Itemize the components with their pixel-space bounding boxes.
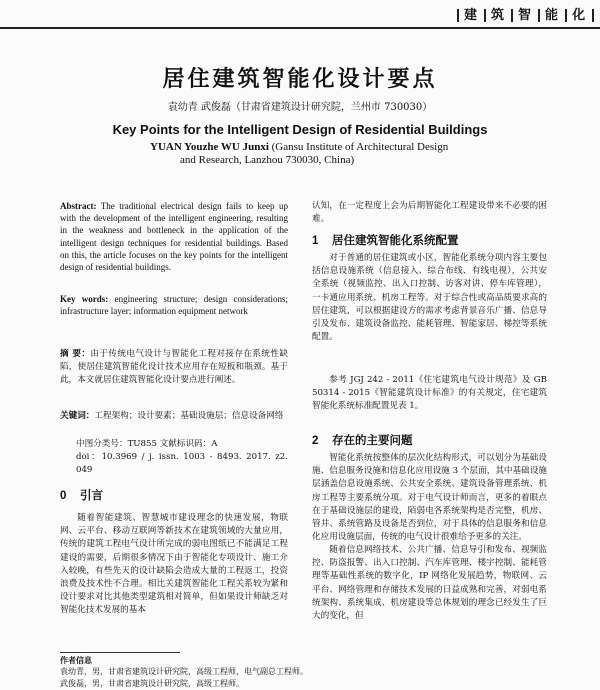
- section-number: 0: [60, 490, 67, 502]
- authors-en-affiliation: (Gansu Institute of Architectural Design: [271, 141, 449, 153]
- section-number: 1: [312, 235, 319, 247]
- footnote-line: 武俊磊，男，甘肃省建筑设计研究院，高级工程师。: [60, 679, 244, 688]
- abstract-label: Abstract:: [60, 201, 97, 211]
- paper-title-en: Key Points for the Intelligent Design of Residential Buildings: [112, 122, 488, 137]
- authors-en: [150, 141, 510, 167]
- tag-char: 筑: [491, 8, 507, 23]
- intro-paragraph: 随着智能建筑、智慧城市建设理念的快速发展，物联网、云平台、移动互联网等新技术在建筑领域的大量应用，传统的建筑工程电气设计所完成的弱电图纸已不能满足工程建设的需要，后期很多情况下由于智能化专项设计、施工介入较晚，有些先天的设计缺陷会造成大量的工程返工，投资浪费及技术性不合理。相比关建筑智能化工程关系较为紧和设计要求对比其他类型建筑相对简单，但如果设计师缺乏对智能化技术发展的基本: [60, 513, 288, 616]
- tag-divider: [457, 9, 459, 22]
- keywords-label: Key words:: [60, 294, 109, 304]
- abstract-cn-text: 由于传统电气设计与智能化工程对接存在系统性缺陷，使居住建筑智能化设计技术应用存在短板和瓶颈。基于此，本文就居住建筑智能化设计要点进行阐述。: [60, 349, 288, 386]
- tag-divider: [592, 9, 594, 22]
- footnote-line: 袁幼青，男，甘肃省建筑设计研究院，高级工程师，电气副总工程师。: [60, 667, 308, 676]
- abstract-text: The traditional electrical design fails to keep up with the development of the intelligent engineering, resulting in the weakness and bottleneck in the application of the intelligent design techniques for residential buildings. Based on this, the article focuses on the key points for the intelligent design of residential buildings.: [60, 201, 289, 273]
- keywords-en: [60, 293, 288, 317]
- section-title: 存在的主要问题: [332, 435, 413, 447]
- sec2-paragraph-2: 随着信息网络技术、公共广播、信息导引和发布、视频监控、防盗报警、出入口控制、汽车库管理、楼宇控制、能耗管理等基础性系统的数字化，IP 网络化发展趋势，物联网、云平台、网络管理和存储技术发展的日益成熟和完善，对弱电系统架构、系统集成、机房建设等总体规划的理念已经发生了巨大的变化，但: [312, 545, 547, 622]
- authors-en-names: YUAN Youzhe WU Junxi: [150, 141, 269, 153]
- section-title: 居住建筑智能化系统配置: [332, 235, 459, 247]
- author-footnote: [60, 654, 540, 690]
- section-number: 2: [312, 435, 319, 447]
- abstract-cn-label: 摘 要：: [60, 349, 91, 359]
- authors-en-affiliation-cont: and Research, Lanzhou 730030, China): [180, 154, 355, 166]
- doi-line: doi：10.3969 / j. issn. 1003 - 8493. 2017. z2. 049: [76, 452, 288, 476]
- tag-divider: [511, 9, 513, 22]
- authors-cn: 袁幼青 武俊磊（甘肃省建筑设计研究院，兰州市 730030）: [167, 102, 433, 113]
- section-heading-2: [312, 432, 413, 448]
- classification-info: [60, 438, 288, 478]
- section-title: 引言: [80, 490, 103, 502]
- tag-divider: [565, 9, 567, 22]
- paper-title: 居住建筑智能化设计要点: [162, 66, 438, 92]
- footnote-rule: [60, 652, 180, 653]
- keywords-cn: [60, 410, 288, 423]
- header-rule: [0, 27, 600, 29]
- sec1-paragraph: 对于普通的居住建筑或小区，智能化系统分项内容主要包括信息设施系统（信息接入、综合布线、有线电视），公共安全系统（视频监控、出入口控制、访客对讲、停车库管理），一卡通应用系统、机房工程等。对于综合性或高品质要求高的居住建筑，可以根据建设方的需求考虑背景音乐广播、信息导引及发布、建筑设备监控、能耗管理、智能家居、梯控等系统配置。: [312, 253, 547, 343]
- classification-line: 中图分类号：TU855 文献标识码：A: [76, 439, 218, 449]
- tag-char: 能: [545, 8, 561, 23]
- tag-divider: [484, 9, 486, 22]
- tag-char: 建: [464, 8, 480, 23]
- sec2-paragraph: 智能化系统按整体的层次化结构形式，可以划分为基础设施、信息服务设施和信息化应用设施 3 个层面，其中基础设施层涵盖信息设施系统、公共安全系统、建筑设备管理系统、机房工程等主要系统分项。对于电气设计师而言，更多的着眼点在于基础设施层的建设，陌弱电各系统架构是否完整，机房、管井、系统管路及设备是否到位，对于具体的信息服务和信息化应用设施层面，传统的电气设计很难给予更多的关注。: [312, 453, 547, 543]
- section-heading-1: [312, 232, 459, 248]
- journal-section-tag: [452, 4, 599, 23]
- keywords-cn-label: 关键词：: [60, 411, 95, 421]
- right-intro-text: 认知，在一定程度上会为后期智能化工程建设带来不必要的困难。: [312, 201, 547, 225]
- abstract-en: [60, 200, 288, 273]
- section-heading-0: [60, 487, 103, 503]
- footnote-heading: 作者信息: [60, 655, 92, 665]
- tag-char: 化: [572, 8, 588, 23]
- tag-divider: [538, 9, 540, 22]
- abstract-cn: [60, 348, 288, 388]
- keywords-cn-text: 工程架构；设计要素；基础设施层；信息设备网络: [94, 411, 284, 421]
- keywords-text: engineering structure; design considerations; infrastructure layer; information equipment network: [60, 294, 288, 317]
- sec1-paragraph-2: 参考 JGJ 242 - 2011《住宅建筑电气设计规范》及 GB 50314 - 2015《智能建筑设计标准》的有关规定，住宅建筑智能化系统标准配置见表 1。: [312, 375, 547, 412]
- tag-char: 智: [518, 8, 534, 23]
